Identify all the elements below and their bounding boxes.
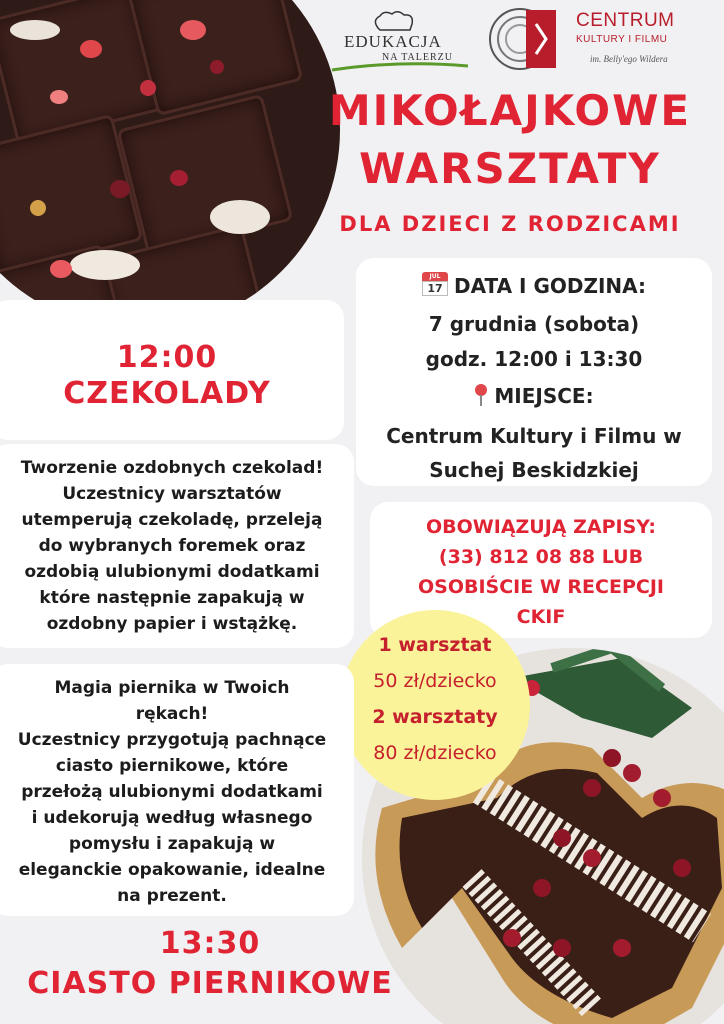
workshop2-desc-line: Magia piernika w Twoich (54, 678, 290, 698)
workshop2-name: CIASTO PIERNIKOWE (27, 966, 393, 1001)
workshop1-desc-line: Tworzenie ozdobnych czekolad! (20, 458, 324, 478)
workshop1-time: 12:00 (116, 340, 218, 375)
pin-icon (474, 384, 488, 406)
workshop2-time: 13:30 (159, 926, 261, 961)
edukacja-logo-text: EDUKACJA (344, 32, 442, 51)
price-option1-label: 1 warsztat (378, 634, 492, 656)
workshop2-desc-line: ciasto piernikowe, które (55, 756, 289, 776)
workshop1-desc-line: ozdobią ulubionymi dodatkami (24, 562, 320, 582)
workshop2-desc-line: pomysłu i zapakują w (68, 834, 276, 854)
price-option2-label: 2 warsztaty (372, 706, 498, 728)
workshop1-desc-line: do wybranych foremek oraz (38, 536, 306, 556)
date-label: DATA I GODZINA: (453, 274, 646, 298)
workshop1-desc-line: Uczestnicy warsztatów (62, 484, 282, 504)
price-bubble (340, 610, 530, 800)
chef-hat-icon (370, 10, 420, 34)
workshop2-desc-line: Uczestnicy przygotują pachnące (17, 730, 327, 750)
ckif-logo-signature: im. Belly'ego Wildera (590, 54, 668, 64)
calendar-icon: JUL 17 (422, 272, 448, 296)
place-label: MIEJSCE: (494, 384, 594, 408)
edukacja-logo (330, 10, 470, 72)
place-row (356, 384, 712, 408)
price-option2-value: 80 zł/dziecko (373, 742, 497, 764)
workshop1-name: CZEKOLADY (63, 376, 271, 411)
workshop2-desc-line: rękach! (135, 704, 209, 724)
registration-line1: OBOWIĄZUJĄ ZAPISY: (426, 516, 656, 538)
ckif-logo (486, 4, 686, 76)
price-option1-value: 50 zł/dziecko (373, 670, 497, 692)
page-title-line2: WARSZTATY (359, 144, 661, 193)
page-subtitle: DLA DZIECI Z RODZICAMI (339, 212, 681, 236)
workshop2-desc-line: eleganckie opakowanie, idealne (18, 860, 326, 880)
registration-line4: CKIF (516, 606, 566, 628)
place-line2: Suchej Beskidzkiej (429, 458, 639, 482)
time-value: godz. 12:00 i 13:30 (425, 347, 643, 371)
ckif-logo-subtitle: KULTURY I FILMU (576, 34, 668, 45)
place-line1: Centrum Kultury i Filmu w (386, 424, 682, 448)
date-row (356, 272, 712, 298)
page-title-line1: MIKOŁAJKOWE (328, 86, 692, 135)
workshop2-description-card (0, 664, 354, 916)
film-reel-icon (486, 4, 570, 74)
edukacja-logo-subtext: NA TALERZU (382, 52, 453, 63)
date-value: 7 grudnia (sobota) (428, 312, 640, 336)
workshop2-desc-line: na prezent. (117, 886, 227, 906)
registration-line3: OSOBIŚCIE W RECEPCJI (418, 576, 664, 598)
registration-phone: (33) 812 08 88 LUB (438, 546, 644, 568)
ckif-logo-title: CENTRUM (576, 10, 675, 31)
workshop1-desc-line: ozdobny papier i wstążkę. (46, 614, 298, 634)
workshop2-desc-line: przełożą ulubionymi dodatkami (21, 782, 323, 802)
workshop1-desc-line: które następnie zapakują w (39, 588, 305, 608)
workshop1-title-card (0, 300, 344, 440)
swoosh-icon (330, 60, 470, 74)
workshop2-desc-line: i udekorują według własnego (31, 808, 313, 828)
chocolate-photo (0, 0, 340, 330)
workshop1-desc-line: utemperują czekoladę, przeleją (21, 510, 323, 530)
event-info-card (356, 258, 712, 486)
workshop1-description-card (0, 444, 354, 648)
